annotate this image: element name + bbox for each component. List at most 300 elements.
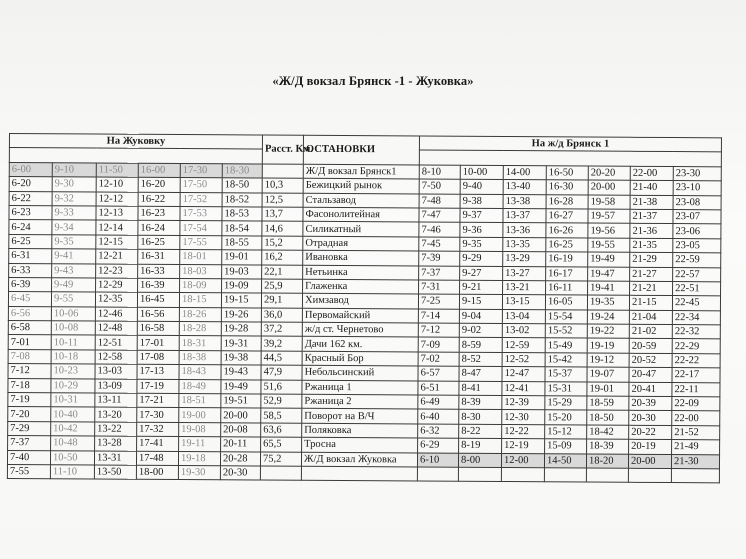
to-zhukovka-time-cell: 12-23: [96, 264, 138, 279]
to-bryansk-time-cell: 21-27: [630, 267, 673, 282]
to-bryansk-time-cell: 15-12: [545, 425, 587, 440]
to-bryansk-time-cell: 6-49: [418, 395, 459, 410]
to-bryansk-time-cell: 8-39: [459, 395, 502, 410]
to-bryansk-time-cell: 7-12: [418, 323, 459, 338]
to-bryansk-time-cell: 22-29: [672, 339, 720, 354]
stop-name-cell: Стальзавод: [303, 193, 419, 208]
to-bryansk-time-cell: 15-29: [545, 396, 587, 411]
to-zhukovka-time-cell: 17-50: [180, 178, 222, 193]
to-bryansk-time-cell: 23-05: [673, 238, 721, 253]
to-zhukovka-time-cell: 18-31: [179, 336, 221, 351]
to-zhukovka-time-cell: 18-51: [179, 394, 221, 409]
to-bryansk-time-cell: 8-19: [459, 438, 502, 453]
to-bryansk-time-cell: 13-36: [503, 223, 546, 238]
distance-cell: 39,2: [261, 337, 302, 352]
to-bryansk-time-cell: 19-12: [587, 353, 629, 368]
to-bryansk-time-cell: 22-09: [672, 397, 720, 412]
to-bryansk-time-cell: 23-06: [673, 224, 721, 239]
to-bryansk-time-cell: 21-15: [629, 296, 672, 311]
to-zhukovka-time-cell: 19-01: [222, 250, 262, 265]
to-zhukovka-time-cell: 18-52: [222, 192, 262, 207]
to-bryansk-time-cell: [458, 467, 501, 482]
to-bryansk-time-cell: 13-40: [503, 180, 546, 195]
to-zhukovka-time-cell: 6-31: [9, 249, 52, 264]
to-zhukovka-time-cell: 19-08: [179, 422, 221, 437]
to-zhukovka-time-cell: 10-18: [51, 350, 95, 365]
to-zhukovka-time-cell: 6-39: [9, 277, 52, 292]
to-zhukovka-time-cell: 9-35: [52, 234, 96, 249]
stop-name-cell: Небольсинский: [302, 366, 418, 381]
to-bryansk-time-cell: 21-36: [630, 224, 673, 239]
to-zhukovka-time-cell: 7-01: [8, 335, 51, 350]
to-zhukovka-time-cell: 10-50: [50, 450, 94, 465]
to-bryansk-time-cell: 20-22: [629, 425, 672, 440]
to-zhukovka-time-cell: 6-45: [8, 292, 51, 307]
to-bryansk-time-cell: [628, 468, 671, 483]
to-bryansk-time-cell: 19-24: [587, 310, 629, 325]
stop-name-cell: Красный Бор: [302, 351, 418, 366]
to-zhukovka-time-cell: 10-23: [51, 364, 95, 379]
to-zhukovka-time-cell: 10-11: [51, 335, 95, 350]
to-zhukovka-time-cell: 6-58: [8, 321, 51, 336]
to-bryansk-time-cell: 20-19: [629, 439, 672, 454]
to-bryansk-time-cell: 12-00: [502, 453, 545, 468]
to-bryansk-time-cell: 8-52: [459, 352, 502, 367]
to-zhukovka-time-cell: 9-41: [52, 249, 96, 264]
to-zhukovka-time-cell: 19-30: [178, 466, 220, 481]
to-bryansk-time-cell: [417, 467, 458, 482]
to-bryansk-time-cell: 19-41: [588, 281, 630, 296]
to-zhukovka-time-cell: 6-25: [9, 234, 52, 249]
to-zhukovka-time-cell: 12-10: [96, 177, 138, 192]
to-bryansk-time-cell: 7-14: [418, 309, 459, 324]
to-zhukovka-time-cell: 19-03: [222, 264, 262, 279]
to-bryansk-time-cell: 22-57: [673, 267, 721, 282]
to-zhukovka-time-cell: 16-33: [138, 264, 180, 279]
to-zhukovka-time-cell: 17-54: [180, 221, 222, 236]
to-zhukovka-time-cell: 12-29: [96, 278, 138, 293]
to-bryansk-time-cell: 9-02: [459, 323, 502, 338]
to-bryansk-header: На ж/д Брянск 1: [419, 136, 721, 152]
to-zhukovka-time-cell: 12-15: [96, 235, 138, 250]
to-zhukovka-time-cell: 9-32: [52, 191, 96, 206]
distance-cell: 14,6: [262, 221, 303, 236]
to-zhukovka-time-cell: 18-30: [222, 164, 262, 179]
stop-name-cell: Поляковка: [302, 423, 418, 438]
to-bryansk-time-cell: 16-05: [545, 295, 587, 310]
to-zhukovka-time-cell: 18-53: [222, 207, 262, 222]
to-bryansk-time-cell: 16-17: [546, 266, 588, 281]
to-bryansk-time-cell: [671, 469, 719, 484]
to-bryansk-time-cell: 21-49: [672, 440, 720, 455]
to-bryansk-time-cell: 22-00: [672, 411, 720, 426]
to-bryansk-time-cell: 7-48: [419, 194, 460, 209]
to-zhukovka-time-cell: 19-43: [221, 365, 261, 380]
to-bryansk-time-cell: 9-15: [459, 295, 502, 310]
to-bryansk-time-cell: 20-39: [629, 396, 672, 411]
to-zhukovka-time-cell: 12-21: [96, 249, 138, 264]
to-bryansk-time-cell: 19-55: [588, 238, 630, 253]
to-bryansk-time-cell: 14-50: [545, 453, 587, 468]
distance-cell: 52,9: [261, 394, 302, 409]
to-zhukovka-time-cell: 18-00: [136, 465, 178, 480]
distance-cell: 25,9: [262, 279, 303, 294]
to-bryansk-time-cell: 9-21: [460, 280, 503, 295]
to-bryansk-time-cell: 13-37: [503, 208, 546, 223]
to-zhukovka-time-cell: 6-23: [9, 205, 52, 220]
to-zhukovka-time-cell: 13-20: [95, 407, 137, 422]
timetable: [7, 133, 722, 484]
to-bryansk-time-cell: 19-49: [588, 252, 630, 267]
to-bryansk-time-cell: 22-17: [672, 368, 720, 383]
to-zhukovka-time-cell: 13-31: [94, 451, 136, 466]
to-zhukovka-time-cell: 20-08: [221, 423, 261, 438]
to-bryansk-time-cell: 12-30: [502, 410, 545, 425]
to-bryansk-time-cell: 21-37: [630, 209, 673, 224]
to-bryansk-time-cell: 20-41: [629, 382, 672, 397]
to-bryansk-time-cell: 15-09: [545, 439, 587, 454]
to-bryansk-time-cell: 7-02: [418, 352, 459, 367]
distance-cell: 36,0: [261, 308, 302, 323]
to-bryansk-time-cell: 15-42: [545, 353, 587, 368]
to-zhukovka-time-cell: 18-26: [179, 307, 221, 322]
stop-name-cell: Фасонолитейная: [303, 207, 419, 222]
to-zhukovka-time-cell: 10-29: [51, 378, 95, 393]
to-zhukovka-time-cell: 17-21: [137, 393, 179, 408]
to-bryansk-time-cell: 22-59: [673, 253, 721, 268]
to-zhukovka-time-cell: 17-30: [137, 408, 179, 423]
to-zhukovka-time-cell: 7-40: [7, 450, 50, 465]
to-bryansk-time-cell: 13-21: [503, 280, 546, 295]
to-zhukovka-time-cell: 16-25: [138, 235, 180, 250]
to-bryansk-time-cell: 9-35: [460, 237, 503, 252]
distance-cell: 75,2: [261, 452, 302, 467]
distance-cell: 29,1: [261, 293, 302, 308]
to-zhukovka-time-cell: 19-26: [221, 307, 261, 322]
to-zhukovka-time-cell: 20-30: [220, 466, 260, 481]
to-zhukovka-time-cell: 9-10: [52, 163, 96, 178]
to-bryansk-time-cell: 14-00: [503, 165, 546, 180]
to-bryansk-time-cell: 19-35: [587, 295, 629, 310]
to-bryansk-time-cell: 12-47: [502, 367, 545, 382]
to-bryansk-time-cell: 16-30: [546, 180, 588, 195]
to-zhukovka-time-cell: 9-30: [52, 177, 96, 192]
stop-name-cell: Бежицкий рынок: [303, 178, 419, 193]
to-bryansk-time-cell: 8-47: [459, 367, 502, 382]
to-zhukovka-time-cell: 16-24: [138, 221, 180, 236]
to-bryansk-time-cell: 7-37: [419, 266, 460, 281]
to-bryansk-time-cell: 15-20: [545, 410, 587, 425]
to-bryansk-time-cell: 22-22: [672, 353, 720, 368]
to-zhukovka-time-cell: 12-48: [95, 321, 137, 336]
to-zhukovka-time-cell: 16-20: [138, 177, 180, 192]
to-bryansk-time-cell: 22-32: [672, 325, 720, 340]
to-zhukovka-time-cell: 20-28: [220, 451, 260, 466]
to-zhukovka-time-cell: 10-31: [51, 393, 95, 408]
to-zhukovka-time-cell: 18-43: [179, 365, 221, 380]
distance-cell: 58,5: [261, 408, 302, 423]
to-bryansk-time-cell: 7-45: [419, 237, 460, 252]
to-bryansk-time-cell: 15-54: [545, 309, 587, 324]
to-zhukovka-time-cell: 20-00: [221, 408, 261, 423]
to-bryansk-time-cell: 16-25: [546, 238, 588, 253]
to-zhukovka-time-cell: 13-11: [95, 393, 137, 408]
to-bryansk-time-cell: 21-04: [629, 310, 672, 325]
to-zhukovka-time-cell: 19-15: [221, 293, 261, 308]
to-bryansk-time-cell: 19-58: [588, 195, 630, 210]
to-bryansk-time-cell: 20-30: [629, 411, 672, 426]
to-bryansk-time-cell: 19-56: [588, 223, 630, 238]
to-bryansk-time-cell: 15-31: [545, 381, 587, 396]
to-zhukovka-time-cell: 6-56: [8, 306, 51, 321]
distance-cell: [260, 466, 301, 481]
to-bryansk-time-cell: 13-35: [503, 237, 546, 252]
stop-name-cell: Первомайский: [302, 308, 418, 323]
to-zhukovka-time-cell: 17-41: [137, 436, 179, 451]
to-zhukovka-time-cell: 6-33: [9, 263, 52, 278]
to-zhukovka-time-cell: 18-01: [180, 250, 222, 265]
to-zhukovka-time-cell: 18-15: [179, 293, 221, 308]
to-zhukovka-time-cell: 7-18: [8, 378, 51, 393]
to-bryansk-time-cell: 19-47: [588, 267, 630, 282]
to-bryansk-time-cell: 20-59: [629, 339, 672, 354]
to-zhukovka-time-cell: 18-38: [179, 350, 221, 365]
to-bryansk-time-cell: 21-29: [630, 252, 673, 267]
to-zhukovka-time-cell: 17-13: [137, 365, 179, 380]
to-zhukovka-time-cell: 9-49: [52, 278, 96, 293]
to-zhukovka-time-cell: 16-58: [137, 321, 179, 336]
to-zhukovka-time-cell: 17-48: [136, 451, 178, 466]
stop-name-cell: Глаженка: [303, 279, 419, 294]
to-bryansk-time-cell: 12-59: [502, 338, 545, 353]
to-zhukovka-time-cell: 17-19: [137, 379, 179, 394]
to-zhukovka-time-cell: 19-38: [221, 351, 261, 366]
to-bryansk-time-cell: 22-00: [630, 166, 673, 181]
to-bryansk-time-cell: 19-22: [587, 324, 629, 339]
to-zhukovka-time-cell: 9-55: [51, 292, 95, 307]
to-bryansk-time-cell: 16-27: [546, 209, 588, 224]
to-zhukovka-time-cell: 18-49: [179, 379, 221, 394]
to-bryansk-time-cell: 16-11: [546, 281, 588, 296]
to-bryansk-time-cell: 18-59: [587, 396, 629, 411]
to-bryansk-time-cell: [586, 468, 628, 483]
to-bryansk-time-cell: 7-25: [418, 294, 459, 309]
to-bryansk-time-cell: 6-32: [418, 424, 459, 439]
to-bryansk-time-cell: 19-01: [587, 382, 629, 397]
distance-cell: 15,2: [262, 236, 303, 251]
to-bryansk-time-cell: 13-38: [503, 194, 546, 209]
distance-cell: 37,2: [261, 322, 302, 337]
to-bryansk-time-cell: 12-39: [502, 396, 545, 411]
distance-cell: 44,5: [261, 351, 302, 366]
to-bryansk-time-cell: 21-40: [630, 180, 673, 195]
to-zhukovka-time-cell: 16-45: [137, 293, 179, 308]
to-bryansk-time-cell: 13-04: [502, 309, 545, 324]
to-bryansk-time-cell: 7-46: [419, 222, 460, 237]
page-title: «Ж/Д вокзал Брянск -1 - Жуковка»: [272, 74, 474, 88]
to-bryansk-time-cell: 21-35: [630, 238, 673, 253]
to-bryansk-time-cell: 12-22: [502, 424, 545, 439]
to-zhukovka-time-cell: 7-08: [8, 349, 51, 364]
to-bryansk-time-cell: 8-41: [459, 381, 502, 396]
to-zhukovka-time-cell: 16-22: [138, 192, 180, 207]
to-zhukovka-time-cell: 18-03: [180, 264, 222, 279]
stop-name-cell: Ржаница 2: [302, 394, 418, 409]
to-zhukovka-time-cell: 10-08: [51, 321, 95, 336]
distance-cell: 63,6: [261, 423, 302, 438]
to-zhukovka-time-cell: 11-10: [50, 465, 94, 480]
stop-name-cell: Тросна: [302, 437, 418, 452]
to-zhukovka-time-cell: 13-09: [95, 379, 137, 394]
to-bryansk-time-cell: 9-36: [460, 223, 503, 238]
to-zhukovka-time-cell: 19-49: [221, 379, 261, 394]
to-zhukovka-time-cell: 17-55: [180, 235, 222, 250]
to-zhukovka-time-cell: 18-28: [179, 322, 221, 337]
to-zhukovka-time-cell: 18-50: [222, 178, 262, 193]
to-zhukovka-time-cell: 7-29: [8, 421, 51, 436]
stop-name-cell: Ржаница 1: [302, 380, 418, 395]
to-bryansk-time-cell: 12-19: [502, 439, 545, 454]
to-bryansk-time-cell: 21-02: [629, 324, 672, 339]
to-bryansk-time-cell: 13-27: [503, 266, 546, 281]
to-zhukovka-time-cell: 17-01: [137, 336, 179, 351]
to-bryansk-time-cell: 16-19: [546, 252, 588, 267]
to-zhukovka-time-cell: 9-34: [52, 220, 96, 235]
to-bryansk-time-cell: 18-39: [587, 439, 629, 454]
to-bryansk-time-cell: 7-31: [419, 280, 460, 295]
to-bryansk-time-cell: 16-28: [546, 194, 588, 209]
to-bryansk-time-cell: 23-10: [673, 181, 721, 196]
to-bryansk-time-cell: 13-29: [503, 252, 546, 267]
to-bryansk-time-cell: 21-52: [672, 425, 720, 440]
to-bryansk-time-cell: 9-40: [460, 179, 503, 194]
stop-name-cell: Химзавод: [302, 294, 418, 309]
to-bryansk-time-cell: 19-19: [587, 339, 629, 354]
to-zhukovka-time-cell: 19-18: [178, 451, 220, 466]
to-zhukovka-time-cell: 12-35: [95, 292, 137, 307]
to-bryansk-time-cell: 7-39: [419, 251, 460, 266]
to-bryansk-time-cell: 18-50: [587, 410, 629, 425]
to-bryansk-time-cell: 8-22: [459, 424, 502, 439]
to-bryansk-time-cell: 9-04: [459, 309, 502, 324]
to-bryansk-time-cell: 8-10: [419, 165, 460, 180]
to-zhukovka-time-cell: 19-28: [221, 322, 261, 337]
to-zhukovka-time-cell: 17-30: [180, 163, 222, 178]
to-zhukovka-time-cell: 6-22: [9, 191, 52, 206]
to-bryansk-time-cell: 23-08: [673, 195, 721, 210]
distance-cell: 22,1: [262, 265, 303, 280]
to-bryansk-time-cell: 7-47: [419, 208, 460, 223]
to-zhukovka-time-cell: 17-08: [137, 350, 179, 365]
distance-cell: 16,2: [262, 250, 303, 265]
to-bryansk-time-cell: 20-00: [629, 454, 672, 469]
to-bryansk-time-cell: 23-07: [673, 210, 721, 225]
to-zhukovka-time-cell: 19-31: [221, 336, 261, 351]
to-bryansk-time-cell: 16-26: [546, 223, 588, 238]
stop-name-cell: Силикатный: [303, 222, 419, 237]
stop-name-cell: [301, 466, 417, 481]
to-bryansk-time-cell: 15-52: [545, 324, 587, 339]
to-zhukovka-time-cell: 7-37: [8, 436, 51, 451]
stop-name-cell: Ж/Д вокзал Брянск1: [303, 164, 419, 179]
to-bryansk-time-cell: 8-30: [459, 410, 502, 425]
to-zhukovka-time-cell: 7-12: [8, 364, 51, 379]
to-bryansk-time-cell: 6-40: [418, 409, 459, 424]
stop-name-cell: Отрадная: [303, 236, 419, 251]
to-bryansk-time-cell: 8-00: [459, 453, 502, 468]
to-zhukovka-time-cell: 16-39: [138, 278, 180, 293]
to-bryansk-time-cell: 22-34: [672, 310, 720, 325]
to-zhukovka-time-cell: 13-22: [95, 422, 137, 437]
distance-header: Расст. Км.: [262, 135, 303, 164]
to-zhukovka-time-cell: 12-46: [95, 307, 137, 322]
stops-header: ОСТАНОВКИ: [303, 135, 419, 164]
to-bryansk-time-cell: 6-29: [418, 438, 459, 453]
to-bryansk-time-cell: 20-47: [629, 368, 672, 383]
distance-cell: 10,3: [262, 178, 303, 193]
to-bryansk-time-cell: 15-37: [545, 367, 587, 382]
to-bryansk-time-cell: 21-21: [630, 281, 673, 296]
to-zhukovka-time-cell: 18-54: [222, 221, 262, 236]
to-zhukovka-time-cell: 16-23: [138, 206, 180, 221]
to-zhukovka-time-cell: 17-53: [180, 206, 222, 221]
distance-cell: [262, 164, 303, 179]
stop-name-cell: Дачи 162 км.: [302, 337, 418, 352]
to-zhukovka-time-cell: 16-31: [138, 249, 180, 264]
to-bryansk-time-cell: 9-38: [460, 194, 503, 209]
to-zhukovka-time-cell: 13-50: [94, 465, 136, 480]
distance-cell: 13,7: [262, 207, 303, 222]
to-bryansk-time-cell: 9-37: [460, 208, 503, 223]
stop-name-cell: Ивановка: [303, 250, 419, 265]
to-bryansk-time-cell: 8-59: [459, 338, 502, 353]
to-zhukovka-time-cell: 7-19: [8, 393, 51, 408]
to-zhukovka-time-cell: 19-51: [221, 394, 261, 409]
to-bryansk-time-cell: 7-09: [418, 337, 459, 352]
stop-name-cell: Нетьинка: [303, 265, 419, 280]
to-bryansk-time-cell: 20-52: [629, 353, 672, 368]
to-zhukovka-time-cell: 6-20: [9, 177, 52, 192]
distance-cell: 12,5: [262, 193, 303, 208]
to-zhukovka-time-cell: 10-48: [51, 436, 95, 451]
to-zhukovka-time-cell: 18-09: [180, 278, 222, 293]
to-bryansk-time-cell: 19-57: [588, 209, 630, 224]
to-bryansk-time-cell: 6-57: [418, 366, 459, 381]
to-zhukovka-time-cell: 12-14: [96, 220, 138, 235]
to-zhukovka-time-cell: 6-24: [9, 220, 52, 235]
to-bryansk-time-cell: 10-00: [460, 165, 503, 180]
to-zhukovka-time-cell: 18-55: [222, 236, 262, 251]
to-bryansk-time-cell: 18-20: [587, 454, 629, 469]
stop-name-cell: ж/д ст. Чернетово: [302, 322, 418, 337]
to-zhukovka-time-cell: 17-32: [137, 422, 179, 437]
to-zhukovka-time-cell: 9-33: [52, 206, 96, 221]
to-zhukovka-time-cell: 19-11: [179, 437, 221, 452]
to-bryansk-time-cell: 9-27: [460, 266, 503, 281]
to-bryansk-time-cell: 20-00: [588, 180, 630, 195]
to-bryansk-time-cell: 6-51: [418, 381, 459, 396]
to-zhukovka-time-cell: 12-58: [95, 350, 137, 365]
to-zhukovka-time-cell: 11-50: [96, 163, 138, 178]
distance-cell: 47,9: [261, 365, 302, 380]
to-bryansk-time-cell: 21-38: [630, 195, 673, 210]
to-zhukovka-time-cell: 12-13: [96, 206, 138, 221]
to-zhukovka-time-cell: 16-00: [138, 163, 180, 178]
to-zhukovka-time-cell: 10-06: [51, 306, 95, 321]
to-zhukovka-time-cell: 10-42: [51, 422, 95, 437]
to-zhukovka-time-cell: 7-55: [7, 464, 50, 479]
to-zhukovka-time-cell: 19-09: [222, 279, 262, 294]
